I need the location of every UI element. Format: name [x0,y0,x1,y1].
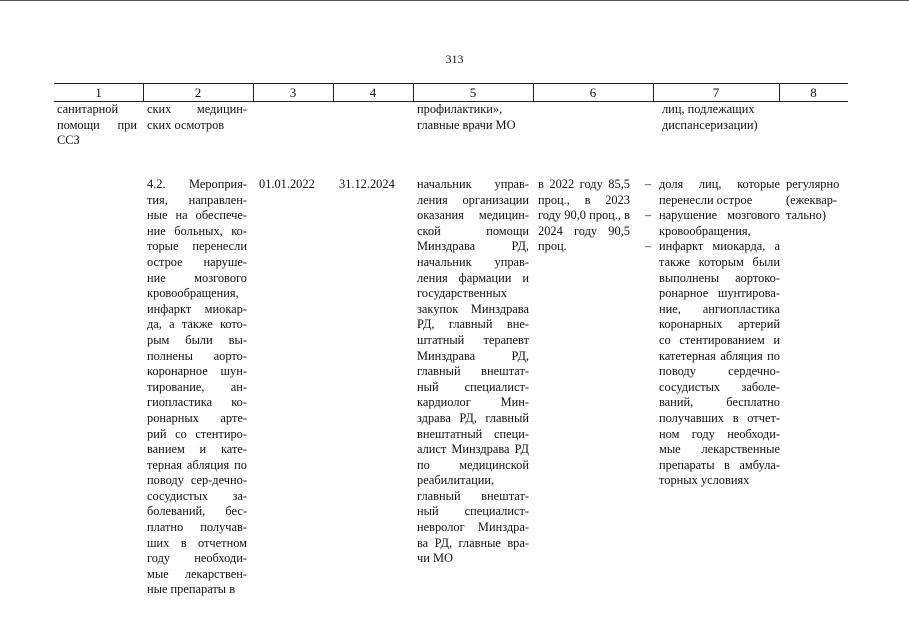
start-date: 01.01.2022 [259,177,315,191]
column-header-3: 3 [289,85,297,100]
indicator-list [659,177,780,489]
reporting-frequency: регулярно (ежеквар-тально) [786,177,840,223]
end-date: 31.12.2024 [339,177,395,191]
column-header-7: 7 [712,85,720,100]
target-values: в 2022 году 85,5 проц., в 2023 году 90,0 проц., в 2024 году 90,5 проц. [538,177,630,254]
indicator-item: – доля лиц, которые перенесли острое [659,177,780,208]
column-header-6: 6 [589,85,597,100]
page-number: 313 [445,52,464,66]
column-header-2: 2 [194,85,202,100]
indicator-item: – инфаркт миокарда, а также которым были выполнены аортоко-ронарное шунтирова-ние, ангиопластика коронарных артерий со стентированием и катетерная абляция по поводу сердечно-сосудистых заболе-ваний, бесплатно получавших в отчет-ном году необходи-мые лекарственные препараты в амбула-торных условиях [659,239,780,489]
cell-col5-continued: профилактики», главные врачи МО [417,102,516,132]
cell-col1-continued: санитарной помощи при ССЗ [57,102,137,148]
cell-col2-continued: ских медицин-ских осмотров [147,102,247,132]
page-top-border [0,0,909,1]
column-header-8: 8 [810,85,817,100]
column-header-4: 4 [369,85,377,100]
responsible-persons: начальник управ-ления организации оказания медицин-ской помощи Минздрава РД, начальник управ-ления фармации и государственных закупок Минздрава РД, главный вне-штатный терапевт Минздрава РД, главный внештат-ный специалист-кардиолог Мин-здрава РД, главный внештатный специ-алист Минздрава РД по медицинской реабилитации, главный внештат-ный специалист-невролог Минздра-ва РД, главные вра-чи МО [417,177,529,566]
indicator-item: – нарушение мозгового кровообращения, [659,208,780,239]
measure-description: 4.2. Мероприя-тия, направлен-ные на обеспече-ние больных, ко-торые перенесли острое наруше-ние мозгового кровообращения, инфаркт миокар-да, а также кото-рым были вы-полнены аорто-коронарное шун-тирование, ан-гиопластика ко-ронарных арте-рий со стентиро-ванием и кате-терная абляция по поводу сер-дечно-сосудистых за-болеваний, бес-платно получав-ших в отчетном году необходи-мые лекарствен-ные препараты в [147,177,247,597]
cell-col7-continued: лиц, подлежащих диспансеризации) [662,102,758,132]
column-header-5: 5 [469,85,477,100]
column-header-1: 1 [95,85,102,100]
